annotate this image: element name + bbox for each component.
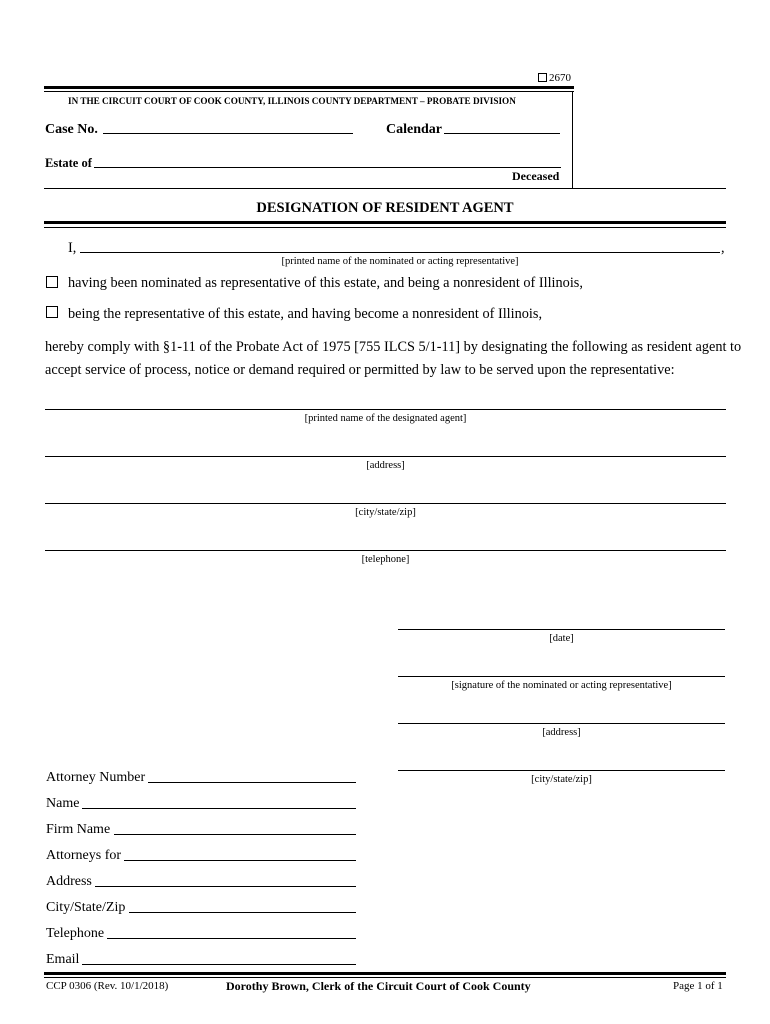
firm-name-label: Firm Name [46,822,111,837]
agent-city-field[interactable] [45,503,726,504]
paragraph-line-1: hereby comply with §1-11 of the Probate Act of 1975 [755 ILCS 5/1-11] by designating the following as resident agent to [45,339,742,355]
header-rule-thick [44,86,574,89]
signature-caption: [signature of the nominated or acting representative] [451,680,672,691]
footer-clerk: Dorothy Brown, Clerk of the Circuit Court of Cook County [226,979,531,993]
i-label: I, [68,240,77,256]
title-rule-thick [44,221,726,224]
attorney-email-field[interactable] [82,964,356,965]
rep-city-caption: [city/state/zip] [531,774,592,785]
date-field[interactable] [398,629,725,630]
signature-field[interactable] [398,676,725,677]
footer-rule-thick [44,972,726,975]
attorney-number-field[interactable] [148,782,356,783]
header-box-right-border [572,91,573,188]
attorney-number-label: Attorney Number [46,770,146,785]
deceased-label: Deceased [512,169,560,183]
calendar-field[interactable] [444,133,560,134]
calendar-label: Calendar [386,122,442,137]
attorneys-for-label: Attorneys for [46,848,122,863]
option-nominated-text: having been nominated as representative of this estate, and being a nonresident of Illinois, [68,275,583,291]
representative-name-caption: [printed name of the nominated or acting representative] [281,256,519,267]
case-no-label: Case No. [45,122,98,137]
firm-name-field[interactable] [114,834,356,835]
agent-telephone-caption: [telephone] [361,554,410,565]
attorney-name-field[interactable] [82,808,356,809]
attorney-telephone-field[interactable] [107,938,356,939]
title-rule-thin [44,227,726,228]
agent-address-caption: [address] [366,460,405,471]
date-caption: [date] [549,633,574,644]
case-no-field[interactable] [103,133,353,134]
rep-city-field[interactable] [398,770,725,771]
form-number-text: 2670 [549,72,571,84]
attorney-email-label: Email [46,952,80,967]
footer-rule-thin [44,977,726,978]
form-number [538,72,571,84]
footer-form-id: CCP 0306 (Rev. 10/1/2018) [46,980,169,992]
header-rule-thin [44,91,574,92]
agent-city-caption: [city/state/zip] [355,507,416,518]
paragraph-line-2: accept service of process, notice or demand required or permitted by law to be served upon the representative: [45,362,675,378]
attorney-city-label: City/State/Zip [46,900,126,915]
page-title: DESIGNATION OF RESIDENT AGENT [256,200,514,216]
option-representative-text: being the representative of this estate, and having become a nonresident of Illinois, [68,306,543,322]
footer-page: Page 1 of 1 [673,980,723,992]
attorney-name-label: Name [46,796,80,811]
i-line-comma: , [721,240,725,256]
agent-address-field[interactable] [45,456,726,457]
estate-of-field[interactable] [94,167,561,168]
form-number-checkbox[interactable] [538,73,547,82]
agent-telephone-field[interactable] [45,550,726,551]
title-rule-top [44,188,726,189]
option-nominated-checkbox[interactable] [46,276,58,288]
rep-address-field[interactable] [398,723,725,724]
court-heading: IN THE CIRCUIT COURT OF COOK COUNTY, ILLINOIS COUNTY DEPARTMENT – PROBATE DIVISION [68,96,516,106]
attorney-city-field[interactable] [129,912,356,913]
estate-of-label: Estate of [45,156,92,170]
rep-address-caption: [address] [542,727,581,738]
agent-name-caption: [printed name of the designated agent] [304,413,467,424]
attorney-address-label: Address [46,874,92,889]
representative-name-field[interactable] [80,252,720,253]
option-representative-checkbox[interactable] [46,306,58,318]
attorney-address-field[interactable] [95,886,356,887]
agent-name-field[interactable] [45,409,726,410]
attorney-telephone-label: Telephone [46,926,105,941]
attorneys-for-field[interactable] [124,860,356,861]
